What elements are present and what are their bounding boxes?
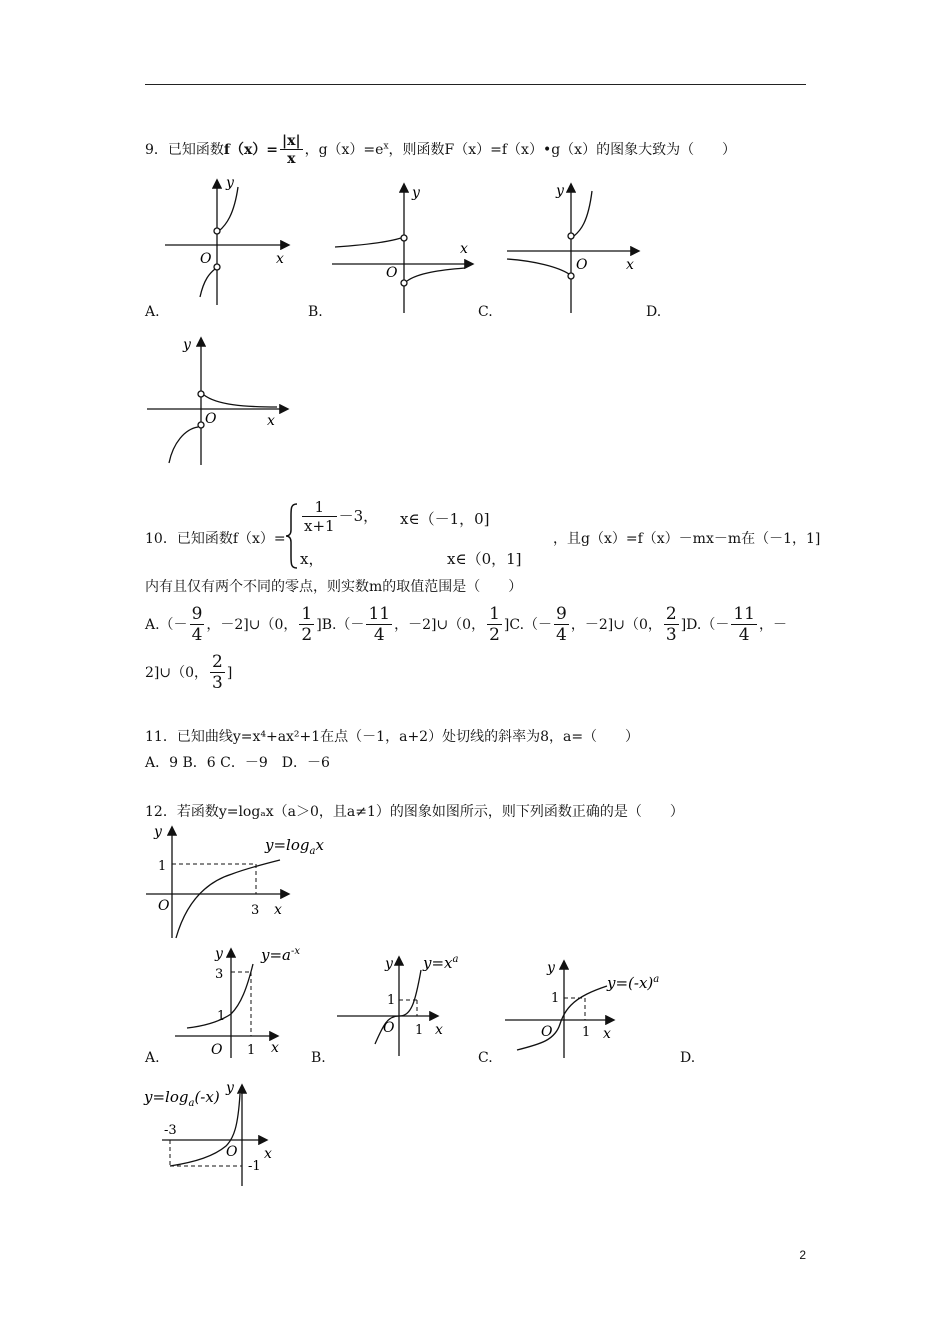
q10-options-line1: [145, 606, 787, 644]
q9-num: |x|: [282, 133, 301, 149]
q10-d-f2d: 3: [212, 673, 223, 693]
q12-main-y: y: [154, 824, 162, 840]
q9-d-y: y: [183, 337, 191, 353]
q10-a-f2d: 2: [301, 625, 313, 645]
q12-c-y: y: [547, 960, 555, 976]
q9-option-d[interactable]: D.: [646, 304, 662, 320]
q10-b-f1n: 11: [368, 604, 391, 624]
q12-c-label: $y=(-x)^a$: [607, 974, 660, 992]
q12-option-b[interactable]: B.: [311, 1050, 326, 1066]
q12-a-1x: 1: [247, 1043, 256, 1058]
q10-piece1: [300, 500, 378, 534]
q10-a-mid: ，－2]∪（0，: [206, 617, 298, 633]
q10-c-f2d: 3: [665, 625, 677, 645]
q10-c-f1n: 9: [556, 604, 567, 624]
q10-d-mid: ，－: [759, 617, 787, 633]
q10-option-c[interactable]: [503, 604, 681, 645]
q9-c-x: x: [626, 257, 634, 273]
q10-a-f1n: 9: [191, 604, 203, 624]
q10-c-mid: ，－2]∪（0，: [570, 617, 662, 633]
q10-b-f1d: 4: [373, 625, 385, 645]
q10-option-b[interactable]: [316, 604, 504, 645]
q9-graph-d: [145, 335, 295, 470]
q9-option-b[interactable]: B.: [308, 304, 323, 320]
q12-option-a[interactable]: A.: [145, 1050, 160, 1066]
q10-option-a[interactable]: [145, 604, 316, 645]
q10-piece1-domain: x∈（－1，0]: [400, 510, 490, 528]
q9-sup: x: [383, 141, 389, 152]
q9-d-x: x: [267, 413, 275, 429]
q9-stem: [145, 134, 736, 166]
q9-a-x: x: [276, 251, 284, 267]
q12-main-1: 1: [158, 859, 167, 874]
q10-piece2: x，: [300, 550, 324, 568]
q12-b-1: 1: [387, 993, 396, 1008]
q12-main-o: O: [158, 898, 170, 914]
q12-graph-a: [175, 950, 277, 1058]
q10-b-f2n: 1: [489, 604, 500, 624]
q9-rest2: ，则函数F（x）=f（x）•g（x）的图象大致为（ ）: [388, 142, 737, 158]
q10-d-f1n: 11: [733, 604, 755, 624]
q10-a-label: A.（－: [145, 617, 188, 633]
q12-a-o: O: [211, 1042, 223, 1058]
q10-a-f1d: 4: [191, 625, 203, 645]
q9-b-y: y: [412, 185, 420, 201]
q10-d-end: ]: [226, 665, 233, 681]
q9-graph-c: [507, 185, 638, 313]
q12-c-1: 1: [551, 991, 560, 1006]
q10-brace: [285, 502, 299, 570]
q9-rest: ，g（x）=e: [304, 142, 384, 158]
q10-c-label: ]C.（－: [503, 617, 553, 633]
q12-d-m3: -3: [164, 1123, 177, 1138]
q10-suffix: ，且g（x）=f（x）－mx－m在（－1，1]: [553, 531, 821, 547]
q12-a-1: 1: [217, 1009, 226, 1024]
q9-den: x: [287, 151, 296, 167]
q9-d-o: O: [205, 411, 217, 427]
q10-b-mid: ，－2]∪（0，: [394, 617, 486, 633]
q12-d-x: x: [264, 1146, 272, 1162]
q12-main-3: 3: [251, 903, 260, 918]
q12-a-label: $y=a^{-x}$: [261, 946, 301, 964]
q10-c-f1d: 4: [556, 625, 567, 645]
q12-d-m1: -1: [248, 1159, 261, 1174]
q12-c-1x: 1: [582, 1025, 591, 1040]
q10-p1-num: 1: [302, 500, 337, 517]
q10-options-line2: [145, 654, 232, 692]
q9-a-y: y: [226, 175, 234, 191]
q9-fraction: [280, 134, 303, 166]
q12-c-x: x: [603, 1026, 611, 1042]
q11-options[interactable]: A．9 B．6 C．－9 D．－6: [145, 755, 330, 771]
q12-b-label: $y=x^a$: [423, 954, 459, 972]
q12-a-3: 3: [215, 967, 224, 982]
q12-b-y: y: [385, 956, 393, 972]
q12-main-label: $y=\log_ax$: [265, 836, 324, 857]
q10-p1-den: x+1: [304, 517, 335, 535]
q12-graph-d: [140, 1076, 300, 1192]
q9-b-x: x: [460, 241, 468, 257]
q12-b-x: x: [435, 1022, 443, 1038]
q12-d-y: y: [226, 1080, 234, 1096]
q12-option-d[interactable]: D.: [680, 1050, 696, 1066]
q9-option-a[interactable]: A.: [145, 304, 160, 320]
q10-a-f2n: 1: [301, 604, 313, 624]
q12-stem: 12．若函数y=logₐx（a＞0，且a≠1）的图象如图所示，则下列函数正确的是（ ）: [145, 804, 684, 820]
q9-c-y: y: [556, 183, 564, 199]
page-number: 2: [799, 1248, 806, 1262]
q12-option-graphs: [155, 942, 675, 1062]
q10-piece2-domain: x∈（0，1]: [447, 550, 522, 568]
q12-a-x: x: [271, 1040, 279, 1056]
q12-a-y: y: [215, 946, 223, 962]
q9-graph-a: [165, 181, 288, 305]
q12-main-graph: [140, 822, 340, 944]
q12-option-c[interactable]: C.: [478, 1050, 493, 1066]
q10-b-f2d: 2: [489, 625, 500, 645]
q9-graph-b: [332, 185, 472, 313]
q9-a-o: O: [200, 251, 212, 267]
q10-option-d[interactable]: [680, 604, 787, 645]
q12-c-o: O: [541, 1024, 553, 1040]
q12-graph-c: [505, 962, 613, 1058]
q10-c-f2n: 2: [665, 604, 677, 624]
q10-stem: 10．已知函数f（x）=: [145, 531, 286, 547]
q9-c-o: O: [576, 257, 588, 273]
q10-b-label: ]B.（－: [316, 617, 365, 633]
q12-main-x: x: [274, 902, 282, 918]
q10-d-label: ]D.（－: [680, 617, 730, 633]
q9-prefix: 9．已知函数: [145, 142, 224, 158]
q9-fx: f（x）=: [223, 142, 279, 158]
q10-d-line2: 2]∪（0，: [145, 665, 209, 681]
q9-b-o: O: [386, 265, 398, 281]
q12-b-1x: 1: [415, 1023, 424, 1038]
q12-d-label: $y=\log_a(-x)$: [144, 1088, 220, 1109]
q12-d-o: O: [226, 1144, 238, 1160]
q11-stem: 11．已知曲线y=x⁴+ax²+1在点（－1，a+2）处切线的斜率为8，a=（ ）: [145, 729, 640, 745]
q10-line2: 内有且仅有两个不同的零点，则实数m的取值范围是（ ）: [145, 579, 523, 595]
q10-p1-tail: －3，: [338, 507, 379, 525]
q10-d-f2n: 2: [212, 652, 223, 672]
q12-b-o: O: [383, 1020, 395, 1036]
q10-d-f1d: 4: [738, 625, 750, 645]
header-rule: [145, 84, 806, 85]
q9-option-c[interactable]: C.: [478, 304, 493, 320]
